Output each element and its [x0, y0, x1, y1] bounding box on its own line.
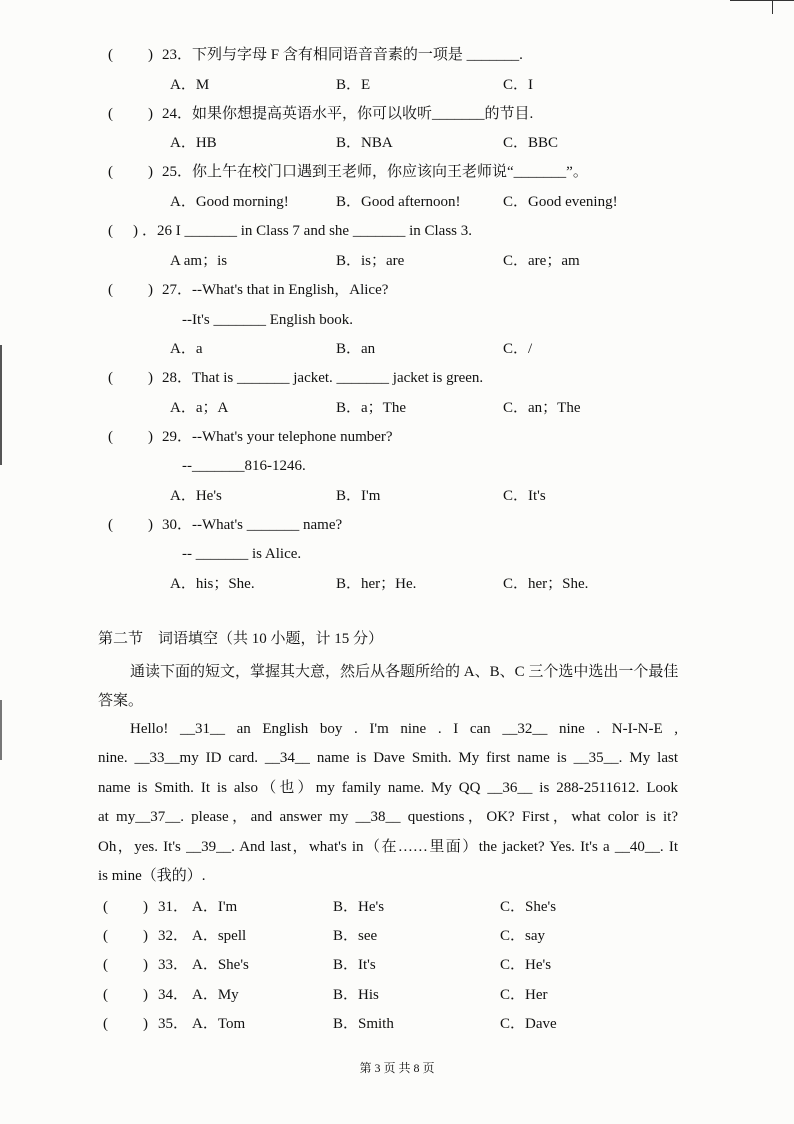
option-b: B．He's: [333, 899, 385, 915]
question-stem: 25．你上午在校门口遇到王老师，你应该向王老师说“_______”。: [162, 164, 588, 180]
scan-edge: [730, 0, 794, 1]
passage-line: is mine（我的）.: [98, 868, 206, 885]
scan-edge: [0, 700, 2, 760]
answer-paren-close: ): [143, 987, 148, 1003]
option-c: C．He's: [500, 957, 552, 973]
answer-paren-open: (: [108, 47, 113, 63]
answer-paren-open: (: [103, 1016, 108, 1032]
passage-line: at my__37__. please，and answer my __38__ questions，OK? First，what color is it?: [98, 809, 678, 826]
answer-paren-open: (: [108, 282, 113, 298]
option-b: B．is；are: [336, 253, 405, 269]
passage-line: Hello! __31__ an English boy . I'm nine . I can __32__ nine . N-I-N-E ,: [130, 721, 678, 737]
question-stem: 27．--What's that in English，Alice?: [162, 282, 389, 298]
option-c: C．are；am: [503, 253, 580, 269]
option-c: C．/: [503, 341, 533, 357]
answer-paren-close: ): [148, 429, 153, 445]
question-stem: ．26 I _______ in Class 7 and she _______ in Class 3.: [142, 223, 472, 239]
passage-line: name is Smith. It is also（也）my family name. My QQ __36__ is 288-2511612. Look: [98, 779, 678, 796]
question-stem: 30．--What's _______ name?: [162, 517, 343, 533]
answer-paren-open: (: [108, 429, 113, 445]
option-b: B．Smith: [333, 1016, 394, 1032]
option-c: C．She's: [500, 899, 557, 915]
answer-paren-close: ): [143, 1016, 148, 1032]
answer-paren-close: ): [143, 928, 148, 944]
answer-paren-open: (: [103, 957, 108, 973]
option-b: B．a；The: [336, 400, 406, 416]
answer-paren-open: (: [103, 899, 108, 915]
option-a: A．his；She.: [170, 576, 255, 592]
option-c: C．an；The: [503, 400, 581, 416]
passage-line: Oh，yes. It's __39__. And last，what's in（在……里面）the jacket? Yes. It's a __40__. It: [98, 838, 678, 855]
answer-paren-close: ): [133, 223, 138, 239]
cloze-passage: [98, 715, 678, 891]
option-b: B．see: [333, 928, 378, 944]
scan-edge: [772, 0, 773, 14]
question-number: 34．: [158, 987, 189, 1003]
answer-paren-close: ): [148, 106, 153, 122]
option-a: A．a；A: [170, 400, 229, 416]
option-a: A．I'm: [192, 899, 238, 915]
answer-paren-close: ): [148, 517, 153, 533]
section-instruction: 通读下面的短文，掌握其大意，然后从各题所给的 A、B、C 三个选中选出一个最佳答案。: [98, 664, 679, 709]
answer-paren-open: (: [108, 164, 113, 180]
option-c: C．say: [500, 928, 546, 944]
answer-paren-close: ): [148, 370, 153, 386]
question-stem: 29．--What's your telephone number?: [162, 429, 393, 445]
question-stem: 24．如果你想提高英语水平，你可以收听_______的节目.: [162, 106, 534, 122]
option-a: A．M: [170, 77, 210, 93]
option-c: C．her；She.: [503, 576, 589, 592]
option-a: A．spell: [192, 928, 247, 944]
option-a: A．a: [170, 341, 203, 357]
option-b: B．It's: [333, 957, 376, 973]
question-number: 31．: [158, 899, 189, 915]
option-a: A am；is: [170, 253, 228, 269]
question-number: 33．: [158, 957, 189, 973]
answer-paren-close: ): [148, 164, 153, 180]
option-c: C．It's: [503, 488, 546, 504]
question-stem: 28．That is _______ jacket. _______ jacket is green.: [162, 370, 484, 386]
answer-paren-open: (: [108, 517, 113, 533]
option-b: B．an: [336, 341, 376, 357]
option-c: C．BBC: [503, 135, 559, 151]
option-b: B．His: [333, 987, 379, 1003]
answer-paren-open: (: [103, 928, 108, 944]
answer-paren-close: ): [143, 957, 148, 973]
option-c: C．Her: [500, 987, 548, 1003]
page-footer: 第 3 页 共 8 页: [359, 1061, 435, 1075]
option-a: A．Good morning!: [170, 194, 289, 210]
dialogue-line: --_______816-1246.: [182, 458, 306, 474]
option-b: B．her；He.: [336, 576, 417, 592]
scan-edge: [0, 345, 2, 465]
answer-paren-open: (: [108, 370, 113, 386]
option-a: A．She's: [192, 957, 249, 973]
answer-paren-open: (: [108, 223, 113, 239]
option-b: B．NBA: [336, 135, 393, 151]
option-b: B．Good afternoon!: [336, 194, 461, 210]
dialogue-line: --It's _______ English book.: [182, 312, 354, 328]
answer-paren-close: ): [148, 282, 153, 298]
question-stem: 23．下列与字母 F 含有相同语音音素的一项是 _______.: [162, 47, 523, 63]
answer-paren-close: ): [143, 899, 148, 915]
option-a: A．HB: [170, 135, 217, 151]
question-number: 35．: [158, 1016, 189, 1032]
answer-paren-close: ): [148, 47, 153, 63]
section-heading: 第二节 词语填空（共 10 小题，计 15 分）: [98, 631, 384, 647]
option-a: A．My: [192, 987, 239, 1003]
option-b: B．I'm: [336, 488, 381, 504]
answer-paren-open: (: [108, 106, 113, 122]
passage-line: nine. __33__my ID card. __34__ name is Dave Smith. My first name is __35__. My last: [98, 750, 678, 767]
dialogue-line: -- _______ is Alice.: [182, 546, 302, 562]
option-a: A．Tom: [192, 1016, 246, 1032]
option-c: C．I: [503, 77, 534, 93]
answer-paren-open: (: [103, 987, 108, 1003]
option-c: C．Dave: [500, 1016, 557, 1032]
option-a: A．He's: [170, 488, 222, 504]
option-b: B．E: [336, 77, 371, 93]
option-c: C．Good evening!: [503, 194, 618, 210]
question-number: 32．: [158, 928, 189, 944]
